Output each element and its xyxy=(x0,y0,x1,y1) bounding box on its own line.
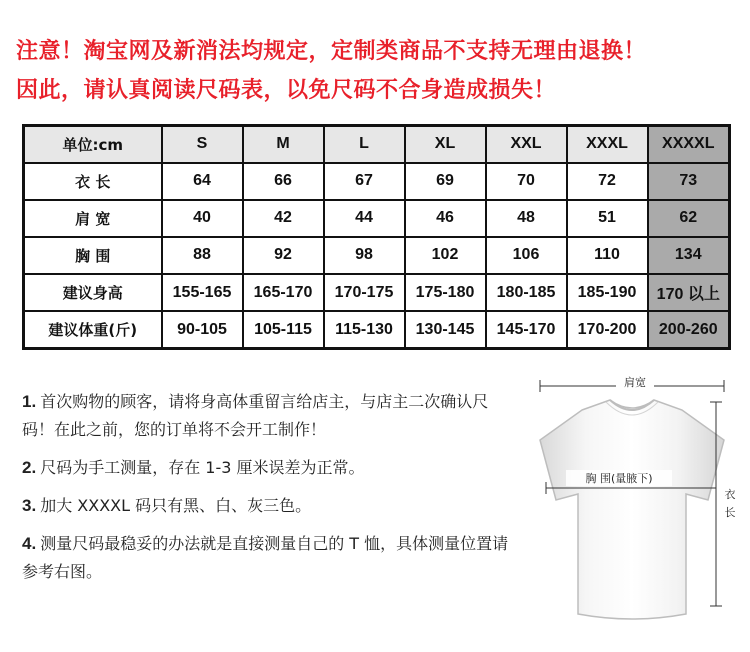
table-cell: 105-115 xyxy=(243,311,324,348)
note-text: 加大 XXXXL 码只有黑、白、灰三色。 xyxy=(40,496,312,515)
note-item xyxy=(22,530,512,586)
table-cell: 145-170 xyxy=(486,311,567,348)
note-text: 首次购物的顾客，请将身高体重留言给店主，与店主二次确认尺码！在此之前，您的订单将不会开工制作！ xyxy=(22,392,489,439)
table-cell: 170-200 xyxy=(567,311,648,348)
table-cell: 130-145 xyxy=(405,311,486,348)
table-row-shoulder xyxy=(24,200,730,237)
table-cell: 165-170 xyxy=(243,274,324,311)
table-cell: 42 xyxy=(243,200,324,237)
note-number: 4. xyxy=(22,534,37,553)
table-cell: 44 xyxy=(324,200,405,237)
size-header: XXXL xyxy=(567,126,648,163)
table-cell: 98 xyxy=(324,237,405,274)
size-header: S xyxy=(162,126,243,163)
table-cell: 72 xyxy=(567,163,648,200)
table-cell: 102 xyxy=(405,237,486,274)
note-number: 3. xyxy=(22,496,37,515)
table-cell: 110 xyxy=(567,237,648,274)
shoulder-width-label: 肩宽 xyxy=(624,376,646,389)
table-cell: 70 xyxy=(486,163,567,200)
table-cell: 67 xyxy=(324,163,405,200)
table-cell: 180-185 xyxy=(486,274,567,311)
row-label: 建议体重(斤) xyxy=(24,311,162,348)
table-row-length xyxy=(24,163,730,200)
chest-label: 胸 围(量腋下) xyxy=(585,472,653,485)
tshirt-icon xyxy=(540,400,724,619)
size-header: XL xyxy=(405,126,486,163)
table-cell: 66 xyxy=(243,163,324,200)
table-cell: 51 xyxy=(567,200,648,237)
note-item xyxy=(22,454,512,482)
table-cell-highlight: 62 xyxy=(648,200,730,237)
size-chart-table xyxy=(22,124,731,350)
notes-list xyxy=(22,388,512,596)
table-cell: 106 xyxy=(486,237,567,274)
table-cell: 155-165 xyxy=(162,274,243,311)
size-header: L xyxy=(324,126,405,163)
size-header: XXL xyxy=(486,126,567,163)
table-cell: 64 xyxy=(162,163,243,200)
table-cell: 185-190 xyxy=(567,274,648,311)
table-row-height xyxy=(24,274,730,311)
table-cell: 69 xyxy=(405,163,486,200)
size-header: M xyxy=(243,126,324,163)
length-label: 衣 xyxy=(724,488,736,501)
note-item xyxy=(22,492,512,520)
row-label: 肩 宽 xyxy=(24,200,162,237)
table-row-chest xyxy=(24,237,730,274)
table-cell: 115-130 xyxy=(324,311,405,348)
table-cell-highlight: 134 xyxy=(648,237,730,274)
row-label: 胸 围 xyxy=(24,237,162,274)
tshirt-measurement-figure xyxy=(520,366,750,646)
note-text: 测量尺码最稳妥的办法就是直接测量自己的 T 恤，具体测量位置请参考右图。 xyxy=(22,534,509,581)
table-cell-highlight: 73 xyxy=(648,163,730,200)
table-cell: 48 xyxy=(486,200,567,237)
notice-line-2: 因此，请认真阅读尺码表，以免尺码不合身造成损失！ xyxy=(16,78,557,103)
size-header-xxxxl: XXXXL xyxy=(648,126,730,163)
row-label: 衣 长 xyxy=(24,163,162,200)
length-label: 长 xyxy=(724,506,736,519)
size-header-row xyxy=(24,126,730,163)
unit-header: 单位:cm xyxy=(24,126,162,163)
table-cell: 170-175 xyxy=(324,274,405,311)
note-number: 1. xyxy=(22,392,37,411)
table-cell: 40 xyxy=(162,200,243,237)
notice-line-1: 注意！淘宝网及新消法均规定，定制类商品不支持无理由退换！ xyxy=(16,39,647,64)
table-cell: 90-105 xyxy=(162,311,243,348)
table-cell: 88 xyxy=(162,237,243,274)
note-text: 尺码为手工测量，存在 1-3 厘米误差为正常。 xyxy=(40,458,365,477)
table-cell-highlight: 200-260 xyxy=(648,311,730,348)
table-cell: 46 xyxy=(405,200,486,237)
table-cell: 175-180 xyxy=(405,274,486,311)
row-label: 建议身高 xyxy=(24,274,162,311)
table-cell-highlight: 170 以上 xyxy=(648,274,730,311)
note-item xyxy=(22,388,512,444)
table-row-weight xyxy=(24,311,730,348)
table-cell: 92 xyxy=(243,237,324,274)
note-number: 2. xyxy=(22,458,37,477)
